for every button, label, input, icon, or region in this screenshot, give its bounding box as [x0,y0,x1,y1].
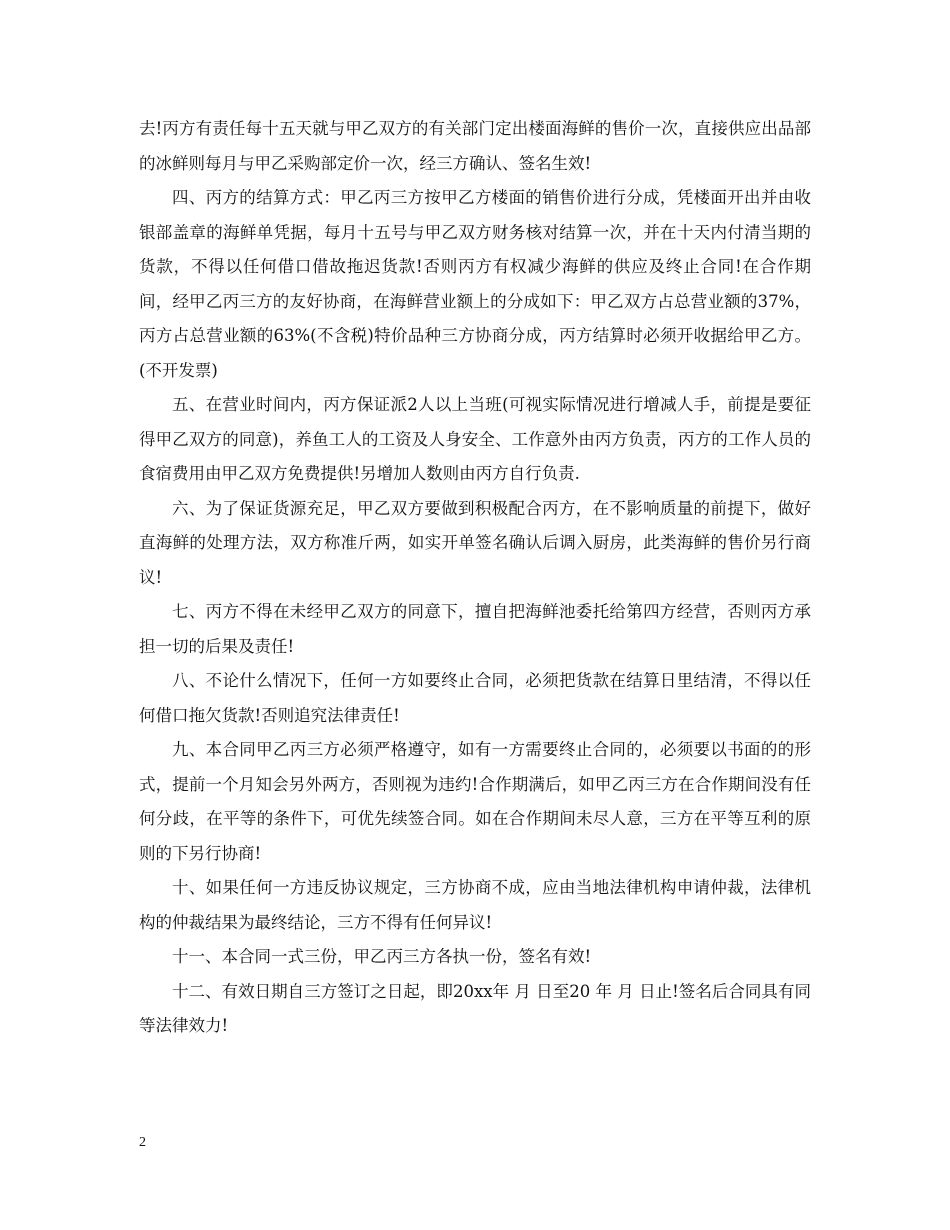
paragraph-clause-4: 四、丙方的结算方式：甲乙丙三方按甲乙方楼面的销售价进行分成，凭楼面开出并由收银部盖章的海鲜单凭据，每月十五号与甲乙双方财务核对结算一次，并在十天内付清当期的货款，不得以任何借口借故拖迟货款!否则丙方有权减少海鲜的供应及终止合同!在合作期间，经甲乙丙三方的友好协商，在海鲜营业额上的分成如下：甲乙双方占总营业额的37%，丙方占总营业额的63%(不含税)特价品种三方协商分成，丙方结算时必须开收据给甲乙方。(不开发票) [139,188,811,380]
paragraph-clause-7: 七、丙方不得在未经甲乙双方的同意下，擅自把海鲜池委托给第四方经营，否则丙方承担一切的后果及责任! [139,602,811,656]
paragraph-clause-10: 十、如果任何一方违反协议规定，三方协商不成，应由当地法律机构申请仲裁，法律机构的仲裁结果为最终结论，三方不得有任何异议! [139,878,811,932]
paragraph-clause-9: 九、本合同甲乙丙三方必须严格遵守，如有一方需要终止合同的，必须要以书面的的形式，提前一个月知会另外两方，否则视为违约!合作期满后，如甲乙丙三方在合作期间没有任何分歧，在平等的条件下，可优先续签合同。如在合作期间未尽人意，三方在平等互利的原则的下另行协商! [139,740,811,863]
paragraph-clause-5: 五、在营业时间内，丙方保证派2人以上当班(可视实际情况进行增减人手，前提是要征得甲乙双方的同意)，养鱼工人的工资及人身安全、工作意外由丙方负责，丙方的工作人员的食宿费用由甲乙双方免费提供!另增加人数则由丙方自行负责. [139,395,811,483]
contract-body [139,112,811,1044]
paragraph-clause-12: 十二、有效日期自三方签订之日起，即20xx年 月 日至20 年 月 日止!签名后合同具有同等法律效力! [139,981,811,1035]
paragraph-continuation: 去!丙方有责任每十五天就与甲乙双方的有关部门定出楼面海鲜的售价一次，直接供应出品部的冰鲜则每月与甲乙采购部定价一次，经三方确认、签名生效! [139,119,811,173]
paragraph-clause-11: 十一、本合同一式三份，甲乙丙三方各执一份，签名有效! [172,947,592,966]
paragraph-clause-6: 六、为了保证货源充足，甲乙双方要做到积极配合丙方，在不影响质量的前提下，做好直海鲜的处理方法，双方称准斤两，如实开单签名确认后调入厨房，此类海鲜的售价另行商议! [139,498,811,587]
page-number: 2 [139,1135,146,1150]
paragraph-clause-8: 八、不论什么情况下，任何一方如要终止合同，必须把货款在结算日里结清，不得以任何借口拖欠货款!否则追究法律责任! [139,671,811,725]
